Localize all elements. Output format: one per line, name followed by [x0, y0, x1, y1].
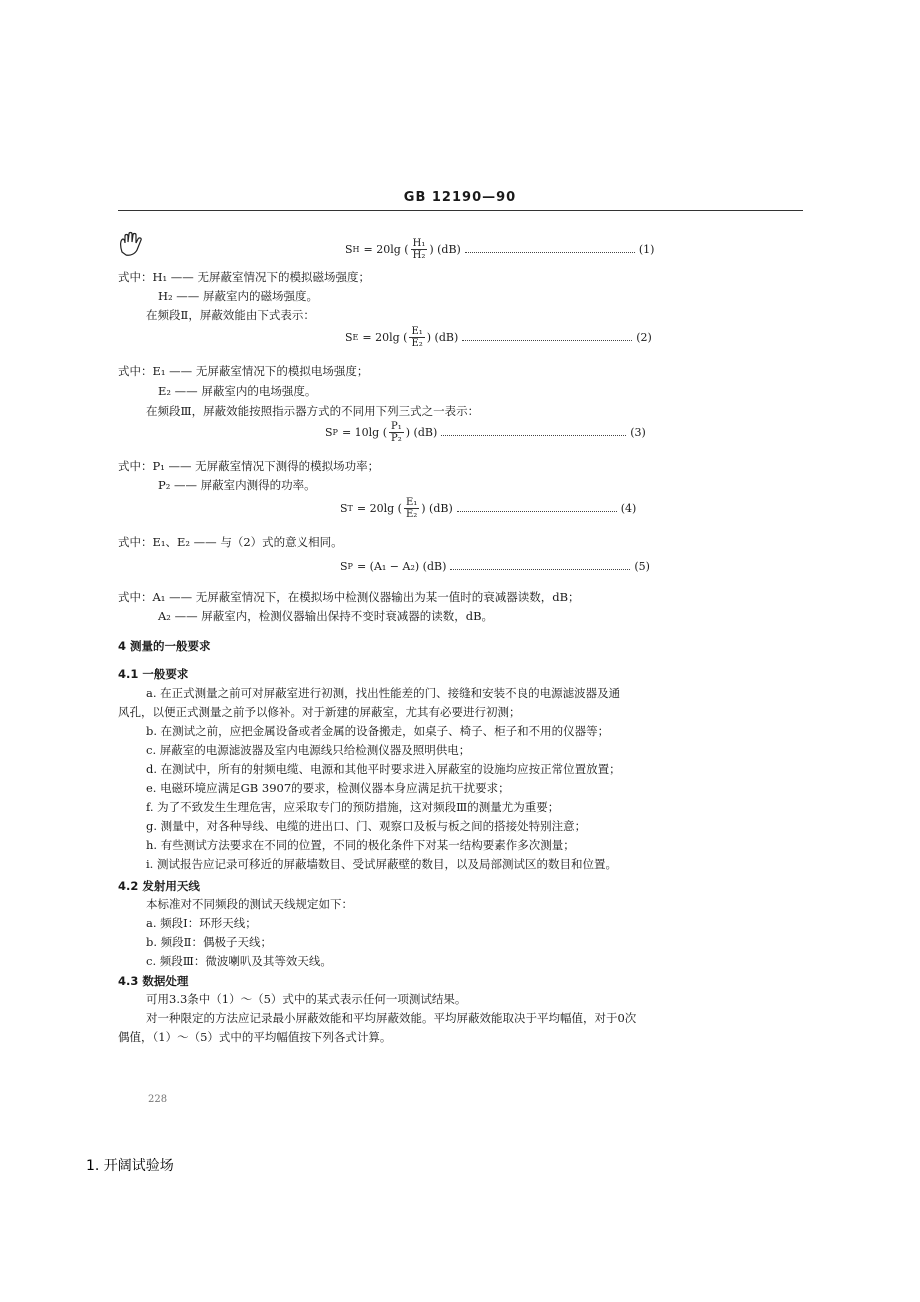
formula-3-fraction	[389, 421, 404, 444]
formula-1	[345, 238, 654, 261]
text-line: 式中：E₁、E₂ —— 与（2）式的意义相同。	[118, 535, 343, 549]
text-line: H₂ —— 屏蔽室内的磁场强度。	[158, 289, 318, 303]
formula-1-lhs: S	[345, 243, 353, 256]
formula-3-lhs-sub: P	[332, 428, 338, 437]
formula-4-den: E₂	[405, 509, 418, 520]
text-line: 在频段Ⅱ，屏蔽效能由下式表示：	[146, 308, 315, 322]
formula-1-num: H₁	[412, 238, 426, 249]
formula-4-lhs-sub: T	[347, 504, 353, 513]
list-item-d: d. 在测试中，所有的射频电缆、电源和其他平时要求进入屏蔽室的设施均应按正常位置放置；	[146, 762, 621, 776]
formula-2-leader	[462, 334, 632, 341]
formula-3	[325, 421, 646, 444]
list-item-c: c. 屏蔽室的电源滤波器及室内电源线只给检测仪器及照明供电；	[146, 743, 471, 757]
section-4-3-title: 4.3 数据处理	[118, 974, 189, 988]
formula-4-num: E₁	[405, 497, 418, 508]
formula-2-den: E₂	[411, 338, 423, 349]
formula-4-number: (4)	[620, 502, 637, 515]
formula-1-eq: = 20lg (	[363, 243, 409, 256]
formula-5-lhs-sub: P	[347, 562, 353, 571]
page-number: 228	[148, 1094, 168, 1105]
formula-4-eq: = 20lg (	[356, 502, 402, 515]
formula-3-den: P₂	[391, 433, 402, 444]
formula-5	[340, 560, 650, 573]
text-line: 式中：E₁ —— 无屏蔽室情况下的模拟电场强度；	[118, 364, 369, 378]
formula-2-fraction	[409, 326, 424, 349]
formula-4-unit: ) (dB)	[421, 502, 453, 515]
formula-3-leader	[441, 429, 626, 436]
text-line: P₂ —— 屏蔽室内测得的功率。	[158, 478, 316, 492]
section-4-2-item-c: c. 频段Ⅲ：微波喇叭及其等效天线。	[146, 954, 332, 968]
list-item-f: f. 为了不致发生生理危害，应采取专门的预防措施，这对频段Ⅲ的测量尤为重要；	[146, 800, 560, 814]
formula-2-lhs: S	[345, 331, 353, 344]
hand-mark-icon	[116, 230, 146, 258]
formula-3-num: P₁	[391, 421, 402, 432]
formula-2-num: E₁	[411, 326, 423, 337]
formula-1-leader	[465, 246, 635, 253]
text-line: E₂ —— 屏蔽室内的电场强度。	[158, 384, 317, 398]
section-4-3-para2-line1: 对一种限定的方法应记录最小屏蔽效能和平均屏蔽效能。平均屏蔽效能取决于平均幅值，对于0次	[146, 1011, 637, 1025]
text-line: 式中：P₁ —— 无屏蔽室情况下测得的模拟场功率；	[118, 459, 380, 473]
header-rule	[118, 210, 803, 211]
formula-2-lhs-sub: E	[352, 333, 359, 342]
footer-list-item: 1. 开阔试验场	[86, 1158, 174, 1174]
section-4-1-title: 4.1 一般要求	[118, 667, 189, 681]
formula-1-den: H₂	[412, 250, 426, 261]
standard-code-header: GB 12190—90	[403, 190, 517, 205]
formula-5-eq: = (A₁ − A₂) (dB)	[356, 560, 447, 573]
list-item-g: g. 测量中，对各种导线、电缆的进出口、门、观察口及板与板之间的搭接处特别注意；	[146, 819, 587, 833]
section-4-3-para1: 可用3.3条中（1）～（5）式中的某式表示任何一项测试结果。	[146, 992, 467, 1006]
text-line: 式中：H₁ —— 无屏蔽室情况下的模拟磁场强度；	[118, 270, 370, 284]
section-4-2-intro: 本标准对不同频段的测试天线规定如下：	[146, 897, 353, 911]
formula-1-number: (1)	[638, 243, 655, 256]
list-item-b: b. 在测试之前，应把金属设备或者金属的设备搬走，如桌子、椅子、柜子和不用的仪器等；	[146, 724, 610, 738]
section-4-title: 4 测量的一般要求	[118, 639, 211, 653]
formula-3-unit: ) (dB)	[405, 426, 438, 439]
formula-1-lhs-sub: H	[352, 245, 360, 254]
section-4-2-item-a: a. 频段Ⅰ：环形天线；	[146, 916, 257, 930]
formula-3-number: (3)	[630, 426, 646, 439]
formula-2-number: (2)	[636, 331, 652, 344]
formula-5-leader	[450, 563, 630, 570]
formula-3-lhs: S	[325, 426, 333, 439]
formula-2-eq: = 20lg (	[362, 331, 408, 344]
formula-3-eq: = 10lg (	[341, 426, 387, 439]
formula-4-leader	[457, 505, 617, 512]
text-line: 式中：A₁ —— 无屏蔽室情况下，在模拟场中检测仪器输出为某一值时的衰减器读数，dB；	[118, 590, 580, 604]
list-item-i: i. 测试报告应记录可移近的屏蔽墙数目、受试屏蔽壁的数目，以及局部测试区的数目和位置。	[146, 857, 617, 871]
list-item-e: e. 电磁环境应满足GB 3907的要求，检测仪器本身应满足抗干扰要求；	[146, 781, 510, 795]
formula-4-fraction	[404, 497, 419, 520]
formula-4-lhs: S	[340, 502, 348, 515]
text-line: A₂ —— 屏蔽室内，检测仪器输出保持不变时衰减器的读数，dB。	[158, 609, 494, 623]
section-4-2-title: 4.2 发射用天线	[118, 879, 200, 893]
formula-1-unit: ) (dB)	[429, 243, 461, 256]
section-4-2-item-b: b. 频段Ⅱ：偶极子天线；	[146, 935, 272, 949]
section-4-3-para2-line2: 偶值，（1）～（5）式中的平均幅值按下列各式计算。	[118, 1030, 392, 1044]
formula-5-number: (5)	[634, 560, 650, 573]
text-line: 在频段Ⅲ，屏蔽效能按照指示器方式的不同用下列三式之一表示：	[146, 404, 480, 418]
formula-2	[345, 326, 652, 349]
formula-2-unit: ) (dB)	[426, 331, 459, 344]
list-item-a-line1: a. 在正式测量之前可对屏蔽室进行初测，找出性能差的门、接缝和安装不良的电源滤波器及通	[146, 686, 621, 700]
formula-4	[340, 497, 636, 520]
formula-1-fraction	[411, 238, 428, 261]
formula-5-lhs: S	[340, 560, 348, 573]
list-item-h: h. 有些测试方法要求在不同的位置，不同的极化条件下对某一结构要素作多次测量；	[146, 838, 575, 852]
list-item-a-line2: 风孔，以便正式测量之前予以修补。对于新建的屏蔽室，尤其有必要进行初测；	[118, 705, 521, 719]
